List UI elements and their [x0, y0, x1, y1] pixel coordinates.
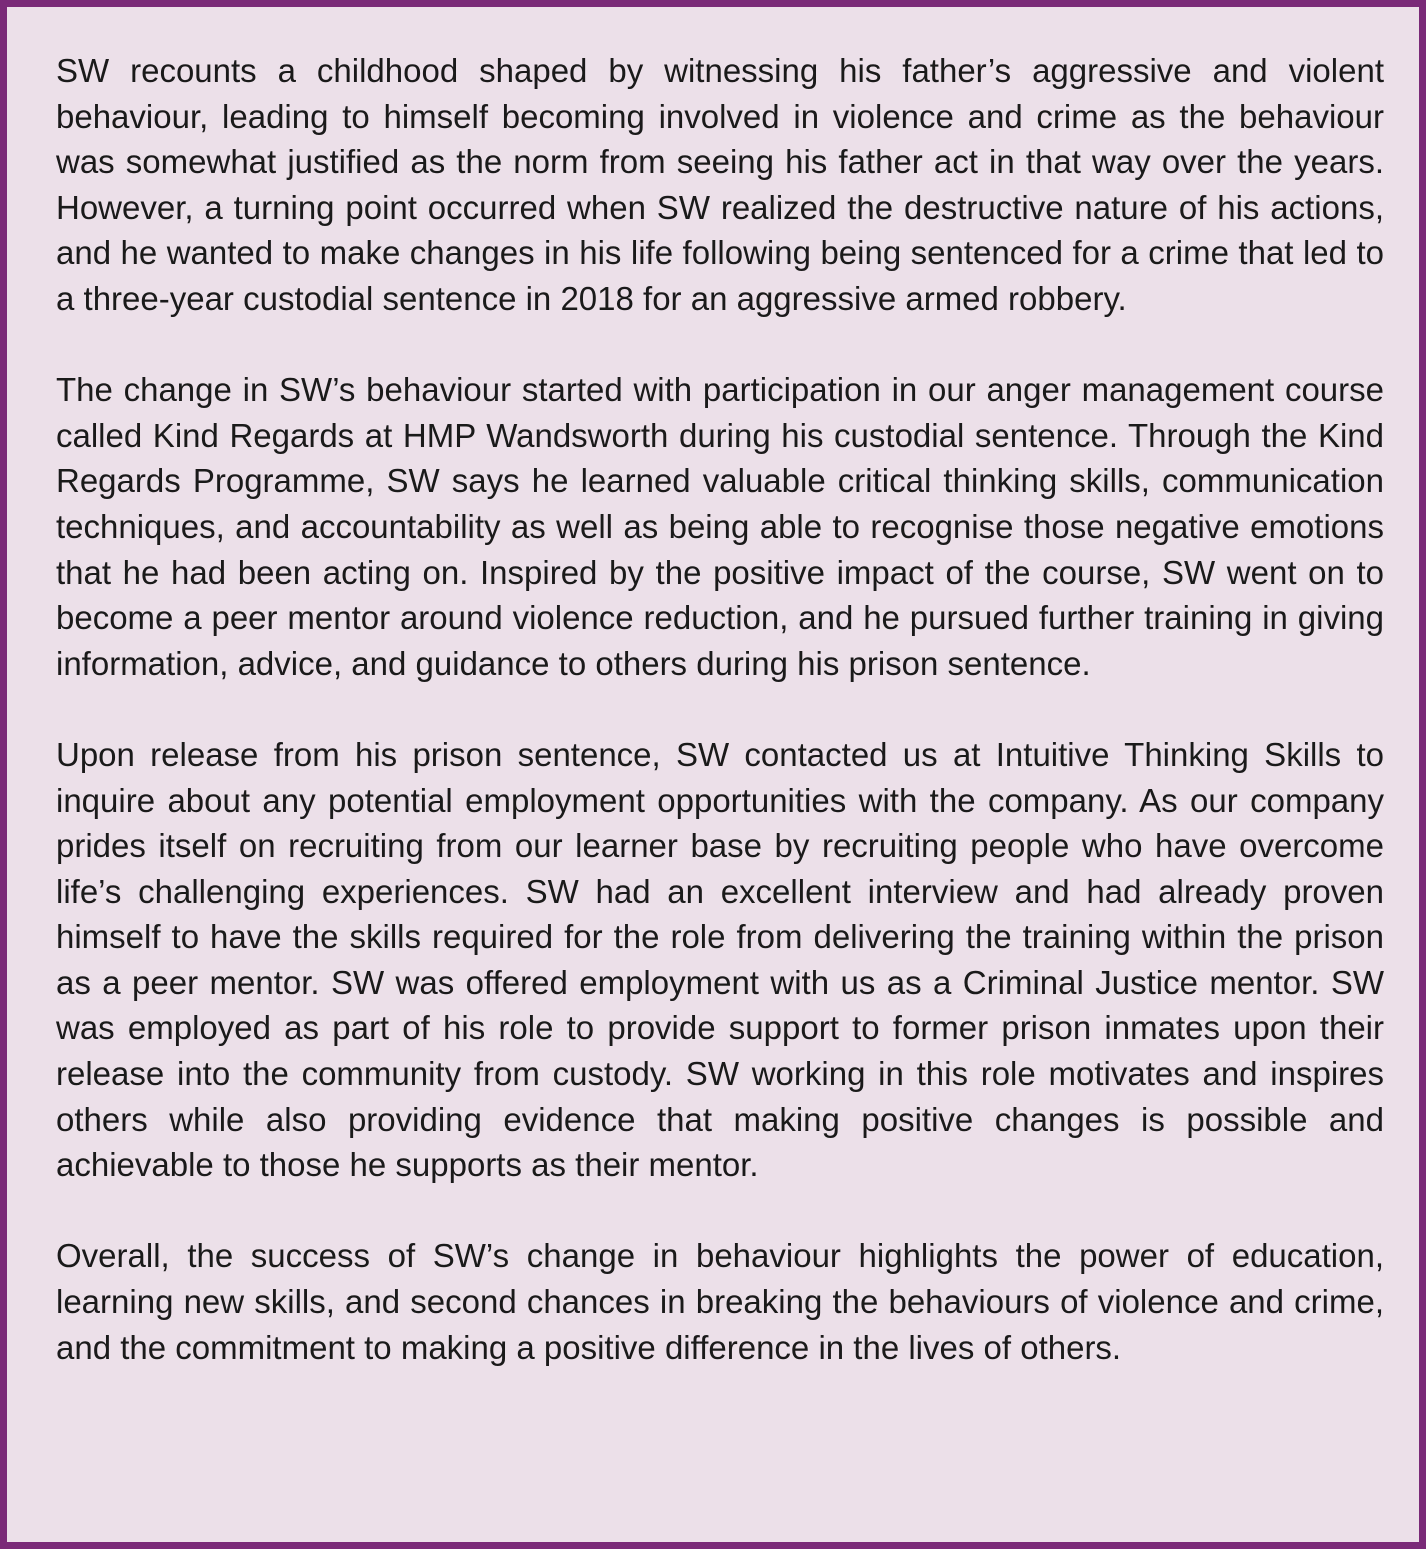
paragraph-childhood: SW recounts a childhood shaped by witnessing his father’s aggressive and violent behaviour, leading to himself becoming involved in violence and crime as the behaviour was somewhat justified as the norm from seeing his father act in that way over the years. However, a turning point occurred when SW realized the destructive nature of his actions, and he wanted to make changes in his life following being sentenced for a crime that led to a three-year custodial sentence in 2018 for an aggressive armed robbery. — [56, 52, 1384, 317]
case-study-text — [56, 48, 1384, 1370]
paragraph-conclusion: Overall, the success of SW’s change in behaviour highlights the power of education, learning new skills, and second chances in breaking the behaviours of violence and crime, and the commitment to making a positive difference in the lives of others. — [56, 1237, 1384, 1366]
paragraph-behaviour-change: The change in SW’s behaviour started with participation in our anger management course called Kind Regards at HMP Wandsworth during his custodial sentence. Through the Kind Regards Programme, SW says he learned valuable critical thinking skills, communication techniques, and accountability as well as being able to recognise those negative emotions that he had been acting on. Inspired by the positive impact of the course, SW went on to become a peer mentor around violence reduction, and he pursued further training in giving information, advice, and guidance to others during his prison sentence. — [56, 371, 1384, 682]
paragraph-employment: Upon release from his prison sentence, SW contacted us at Intuitive Thinking Skills to inquire about any potential employment opportunities with the company. As our company prides itself on recruiting from our learner base by recruiting people who have overcome life’s challenging experiences. SW had an excellent interview and had already proven himself to have the skills required for the role from delivering the training within the prison as a peer mentor. SW was offered employment with us as a Criminal Justice mentor. SW was employed as part of his role to provide support to former prison inmates upon their release into the community from custody. SW working in this role motivates and inspires others while also providing evidence that making positive changes is possible and achievable to those he supports as their mentor. — [56, 735, 1384, 1184]
